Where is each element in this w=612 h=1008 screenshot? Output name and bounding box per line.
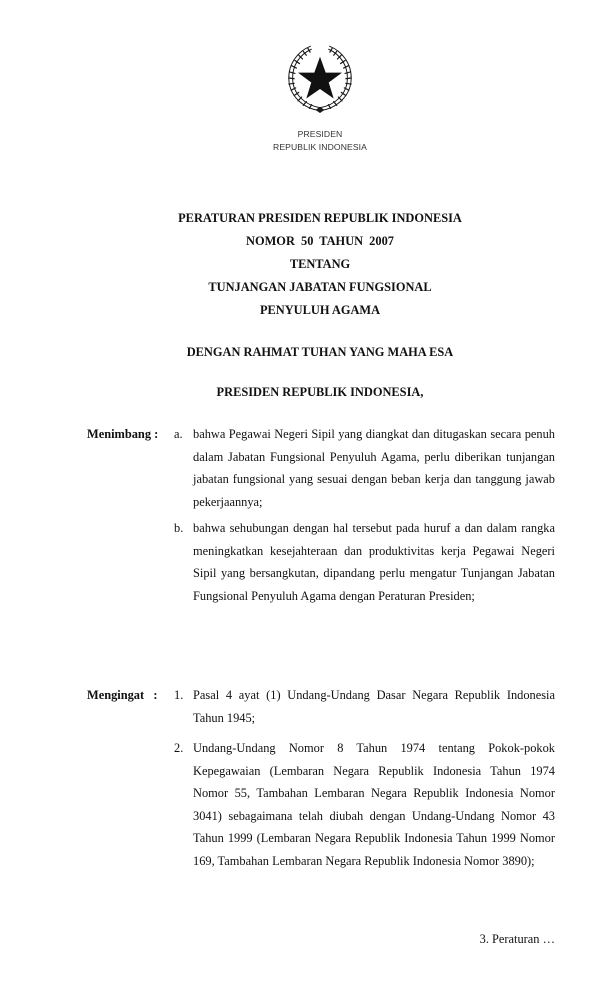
letterhead-line-1: PRESIDEN: [297, 129, 343, 139]
mengingat-item-1-text: Pasal 4 ayat (1) Undang-Undang Dasar Negara Republik Indonesia Tahun 1945;: [193, 688, 555, 725]
menimbang-label: Menimbang :: [87, 427, 159, 441]
menimbang-item-a-text: bahwa Pegawai Negeri Sipil yang diangkat dan ditugaskan secara penuh dalam Jabatan Fungsional Penyuluh Agama, perlu diberikan tunjangan jabatan fungsional yang sesuai dengan beban kerja dan tanggung jawab pekerjaannya;: [193, 427, 555, 509]
state-emblem: [282, 40, 358, 116]
menimbang-item-b-marker: b.: [174, 521, 184, 535]
page-continuation-marker: 3. Peraturan …: [479, 932, 555, 946]
letterhead-line-2: REPUBLIK INDONESIA: [273, 142, 367, 152]
mengingat-item-1-marker: 1.: [174, 688, 184, 702]
menimbang-item-b-text: bahwa sehubungan dengan hal tersebut pada huruf a dan dalam rangka meningkatkan kesejahteraan dan produktivitas kerja Pegawai Negeri Sipil yang bersangkutan, dipandang perlu mengatur Tunjangan Jabatan Fungsional Penyuluh Agama dengan Peraturan Presiden;: [193, 521, 555, 603]
mengingat-item-2-text: Undang-Undang Nomor 8 Tahun 1974 tentang Pokok-pokok Kepegawaian (Lembaran Negara Republik Indonesia Tahun 1974 Nomor 55, Tambahan Lembaran Negara Republik Indonesia Nomor 3041) sebagaimana telah diubah dengan Undang-Undang Nomor 43 Tahun 1999 (Lembaran Negara Republik Indonesia Tahun 1999 Nomor 169, Tambahan Lembaran Negara Republik Indonesia Nomor 3890);: [193, 741, 555, 868]
menimbang-item-a-marker: a.: [174, 427, 183, 441]
regulation-subject-line-2: PENYULUH AGAMA: [259, 303, 381, 317]
regulation-number: NOMOR 50 TAHUN 2007: [246, 234, 394, 248]
regulation-tentang: TENTANG: [289, 257, 351, 271]
regulation-title: PERATURAN PRESIDEN REPUBLIK INDONESIA: [178, 211, 462, 225]
mengingat-label: Mengingat :: [87, 688, 158, 702]
star-wreath-emblem-icon: [282, 40, 358, 116]
issuer: PRESIDEN REPUBLIK INDONESIA,: [216, 385, 424, 399]
invocation: DENGAN RAHMAT TUHAN YANG MAHA ESA: [186, 345, 454, 359]
mengingat-item-2-marker: 2.: [174, 741, 184, 755]
regulation-subject-line-1: TUNJANGAN JABATAN FUNGSIONAL: [208, 280, 432, 294]
